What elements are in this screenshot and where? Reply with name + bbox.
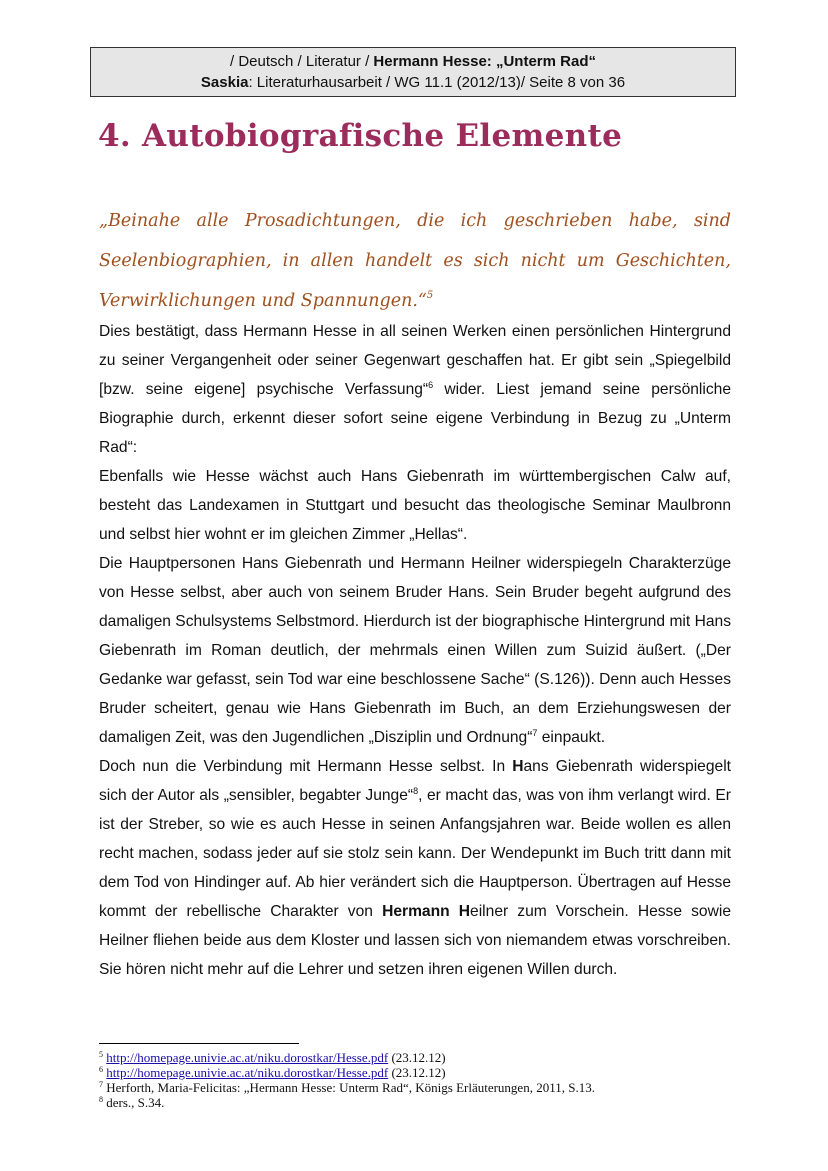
footnote-number: 8 — [99, 1095, 103, 1104]
header-meta: : Literaturhausarbeit / WG 11.1 (2012/13)/ Seite 8 von 36 — [248, 74, 626, 91]
footnote-7 — [99, 1080, 739, 1095]
paragraph-text: einpaukt. — [537, 729, 606, 746]
paragraph-1 — [99, 317, 731, 462]
header-line-2 — [91, 72, 735, 93]
header-author: Saskia — [200, 74, 249, 91]
footnote-text: (23.12.12) — [388, 1050, 446, 1065]
paragraph-text: Doch nun die Verbindung mit Hermann Hesse selbst. In — [99, 758, 513, 775]
footnotes — [99, 1050, 739, 1110]
footnote-8 — [99, 1095, 739, 1110]
header-line-1 — [91, 51, 735, 72]
footnote-5 — [99, 1050, 739, 1065]
quote-text: „Beinahe alle Prosadichtungen, die ich geschrieben habe, sind Seelenbiographien, in allen handelt es sich nicht um Geschichten, Verwirklichungen und Spannungen.“ — [99, 211, 731, 311]
bold-text: Hermann H — [382, 903, 471, 920]
footnote-number: 7 — [99, 1080, 103, 1089]
paragraph-text: , er macht das, was von ihm verlangt wird. Er ist der Streber, so wie es auch Hesse in seinen Anfangsjahren war. Beide wollen es allen recht machen, sodass jeder auf sie stolz sein kann. Der Wendepunkt im Buch tritt dann mit dem Tod von Hindinger auf. Ab hier verändert sich die Hauptperson. Übertragen auf Hesse kommt der rebellische Charakter von — [99, 787, 731, 920]
footnote-ref-6: 6 — [428, 380, 434, 390]
bold-text: H — [512, 758, 524, 775]
paragraph-text: wider. Liest jemand seine persönliche Biographie durch, erkennt dieser sofort seine eigene Verbindung in Bezug zu „Unterm Rad“: — [99, 381, 732, 456]
paragraph-text: Dies bestätigt, dass Hermann Hesse in all seinen Werken einen persönlichen Hintergrund zu seiner Vergangenheit oder seiner Gegenwart geschaffen hat. Er gibt sein „Spiegelbild [bzw. seine eigene] psychische Verfassung“ — [99, 323, 731, 398]
footnote-number: 6 — [99, 1065, 103, 1074]
body-text — [99, 317, 731, 984]
footnote-divider — [99, 1043, 299, 1044]
paragraph-text: eilner zum Vorschein. Hesse sowie Heilner fliehen beide aus dem Kloster und lassen sich von niemandem etwas vorschreiben. Sie hören nicht mehr auf die Lehrer und setzen ihren eigenen Willen durch. — [99, 903, 731, 978]
footnote-6 — [99, 1065, 739, 1080]
footnote-ref-7: 7 — [532, 728, 538, 738]
footnote-number: 5 — [99, 1050, 103, 1059]
footnote-text: ders., S.34. — [106, 1095, 165, 1110]
footnote-link[interactable]: http://homepage.univie.ac.at/niku.dorostkar/Hesse.pdf — [106, 1050, 389, 1065]
section-title: 4. Autobiografische Elemente — [98, 118, 623, 154]
footnote-ref-8: 8 — [413, 786, 419, 796]
page-header — [90, 47, 736, 97]
paragraph-text: Die Hauptpersonen Hans Giebenrath und Hermann Heilner widerspiegeln Charakterzüge von Hesse selbst, aber auch von seinem Bruder Hans. Sein Bruder begeht aufgrund des damaligen Schulsystems Selbstmord. Hierdurch ist der biographische Hintergrund mit Hans Giebenrath im Roman deutlich, der mehrmals einen Willen zum Suizid äußert. („Der Gedanke war gefasst, sein Tod war eine beschlossene Sache“ (S.126)). Denn auch Hesses Bruder scheitert, genau wie Hans Giebenrath im Buch, an dem Erziehungswesen der damaligen Zeit, was den Jugendlichen „Disziplin und Ordnung“ — [99, 555, 731, 746]
footnote-text: Herforth, Maria-Felicitas: „Hermann Hesse: Unterm Rad“, Königs Erläuterungen, 2011, S.13. — [106, 1080, 595, 1095]
header-subject: / Deutsch / Literatur / — [230, 53, 374, 70]
header-book-title: Hermann Hesse: „Unterm Rad“ — [373, 53, 596, 70]
paragraph-3 — [99, 549, 731, 752]
paragraph-text: ans Giebenrath widerspiegelt sich der Autor als „sensibler, begabter Junge“ — [99, 758, 731, 804]
footnote-link[interactable]: http://homepage.univie.ac.at/niku.dorostkar/Hesse.pdf — [106, 1065, 389, 1080]
footnote-ref-5: 5 — [426, 290, 434, 301]
paragraph-2: Ebenfalls wie Hesse wächst auch Hans Giebenrath im württembergischen Calw auf, besteht das Landexamen in Stuttgart und besucht das theologische Seminar Maulbronn und selbst hier wohnt er im gleichen Zimmer „Hellas“. — [99, 468, 731, 543]
quote — [99, 201, 731, 321]
footnote-text: (23.12.12) — [388, 1065, 446, 1080]
paragraph-4 — [99, 752, 731, 984]
